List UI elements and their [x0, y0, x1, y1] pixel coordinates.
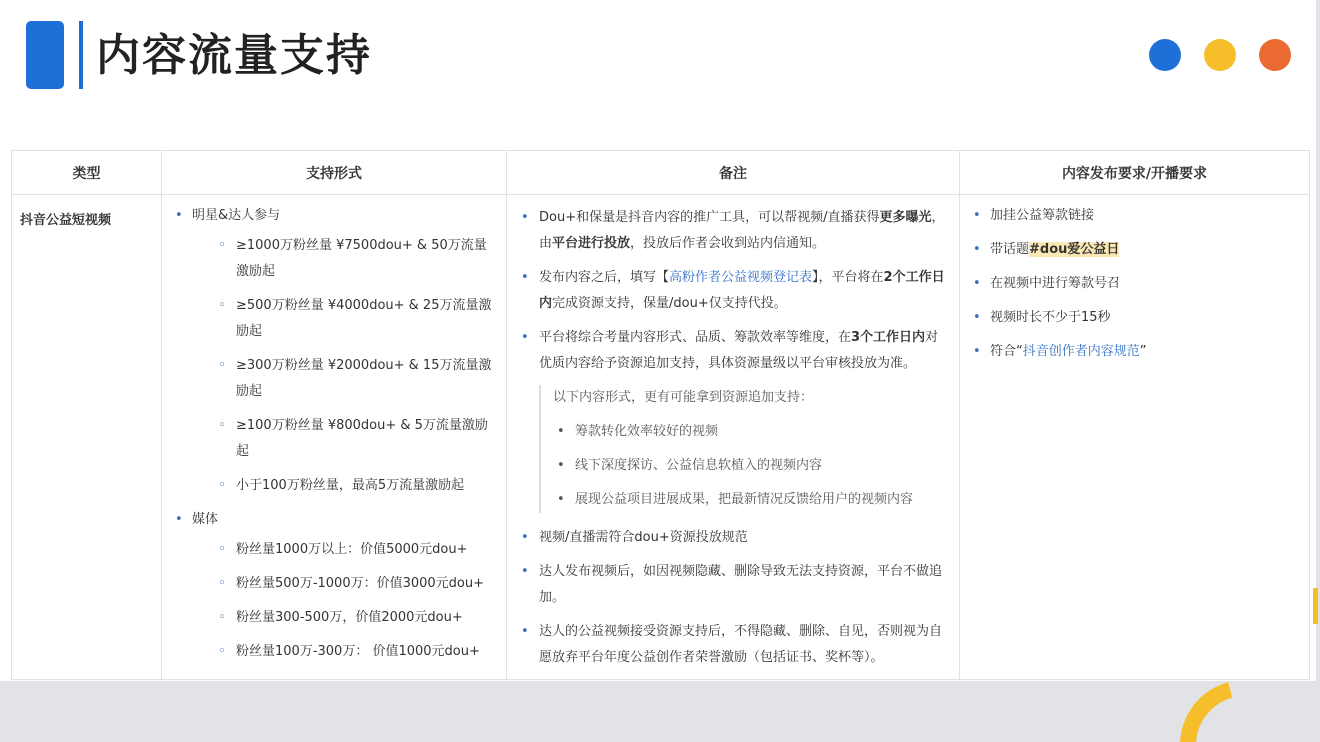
list-item: ◦ ≥100万粉丝量 ¥800dou+ & 5万流量激励起	[192, 413, 498, 465]
topic-tag: #dou爱公益日	[1029, 242, 1120, 257]
form-group-label: 媒体	[192, 512, 219, 527]
form-cell	[162, 195, 507, 680]
yellow-dot-icon	[1204, 39, 1236, 71]
creator-content-rules-link[interactable]: 抖音创作者内容规范	[1022, 344, 1140, 359]
list-item: • 发布内容之后，填写【高粉作者公益视频登记表】，平台将在2个工作日内完成资源支持，保量/dou+仅支持代投。	[517, 265, 949, 317]
decorative-line	[1313, 588, 1318, 624]
header-requirement: 内容发布要求/开播要求	[960, 151, 1310, 195]
list-item: ◦ ≥500万粉丝量 ¥4000dou+ & 25万流量激励起	[192, 293, 498, 345]
list-item: • 平台将综合考量内容形式、品质、筹款效率等维度，在3个工作日内对优质内容给予资源追加支持，具体资源量级以平台审核投放为准。	[517, 325, 949, 377]
list-item	[172, 507, 498, 665]
quote-intro: 以下内容形式，更有可能拿到资源追加支持：	[553, 390, 814, 405]
header-type: 类型	[12, 151, 162, 195]
requirement-cell	[960, 195, 1310, 680]
quote-block	[539, 385, 949, 513]
list-item: ◦ 小于100万粉丝量，最高5万流量激励起	[192, 473, 498, 499]
table-row	[12, 195, 1310, 680]
list-item: • 在视频中进行筹款号召	[970, 271, 1301, 297]
orange-dot-icon	[1259, 39, 1291, 71]
type-cell: 抖音公益短视频	[12, 195, 162, 680]
list-item: • 筹款转化效率较好的视频	[553, 419, 949, 445]
list-item: ◦ 粉丝量1000万以上：价值5000元dou+	[192, 537, 498, 563]
registration-form-link[interactable]: 高粉作者公益视频登记表	[669, 270, 813, 285]
title-accent-block	[26, 21, 64, 89]
list-item	[172, 203, 498, 499]
form-group-label: 明星&达人参与	[192, 208, 281, 223]
list-item: ◦ ≥1000万粉丝量 ¥7500dou+ & 50万流量激励起	[192, 233, 498, 285]
note-cell	[507, 195, 960, 680]
header-form: 支持形式	[162, 151, 507, 195]
support-table	[11, 150, 1310, 680]
header-note: 备注	[507, 151, 960, 195]
list-item: • 符合“抖音创作者内容规范”	[970, 339, 1301, 365]
list-item: • 带话题#dou爱公益日	[970, 237, 1301, 263]
title-accent-bar	[79, 21, 83, 89]
list-item: • Dou+和保量是抖音内容的推广工具，可以帮视频/直播获得更多曝光，由平台进行投放，投放后作者会收到站内信通知。	[517, 205, 949, 257]
list-item: • 加挂公益筹款链接	[970, 203, 1301, 229]
list-item: • 视频/直播需符合dou+资源投放规范	[517, 525, 949, 551]
blue-dot-icon	[1149, 39, 1181, 71]
list-item: • 视频时长不少于15秒	[970, 305, 1301, 331]
list-item: ◦ 粉丝量500万-1000万：价值3000元dou+	[192, 571, 498, 597]
page-title: 内容流量支持	[96, 30, 372, 81]
list-item: • 达人的公益视频接受资源支持后，不得隐藏、删除、自见，否则视为自愿放弃平台年度公益创作者荣誉激励（包括证书、奖杯等）。	[517, 619, 949, 671]
table-header-row	[12, 151, 1310, 195]
list-item: • 达人发布视频后，如因视频隐藏、删除导致无法支持资源，平台不做追加。	[517, 559, 949, 611]
list-item: • 展现公益项目进展成果，把最新情况反馈给用户的视频内容	[553, 487, 949, 513]
list-item: • 线下深度探访、公益信息软植入的视频内容	[553, 453, 949, 479]
list-item: ◦ 粉丝量300-500万，价值2000元dou+	[192, 605, 498, 631]
list-item: ◦ 粉丝量100万-300万： 价值1000元dou+	[192, 639, 498, 665]
list-item: ◦ ≥300万粉丝量 ¥2000dou+ & 15万流量激励起	[192, 353, 498, 405]
